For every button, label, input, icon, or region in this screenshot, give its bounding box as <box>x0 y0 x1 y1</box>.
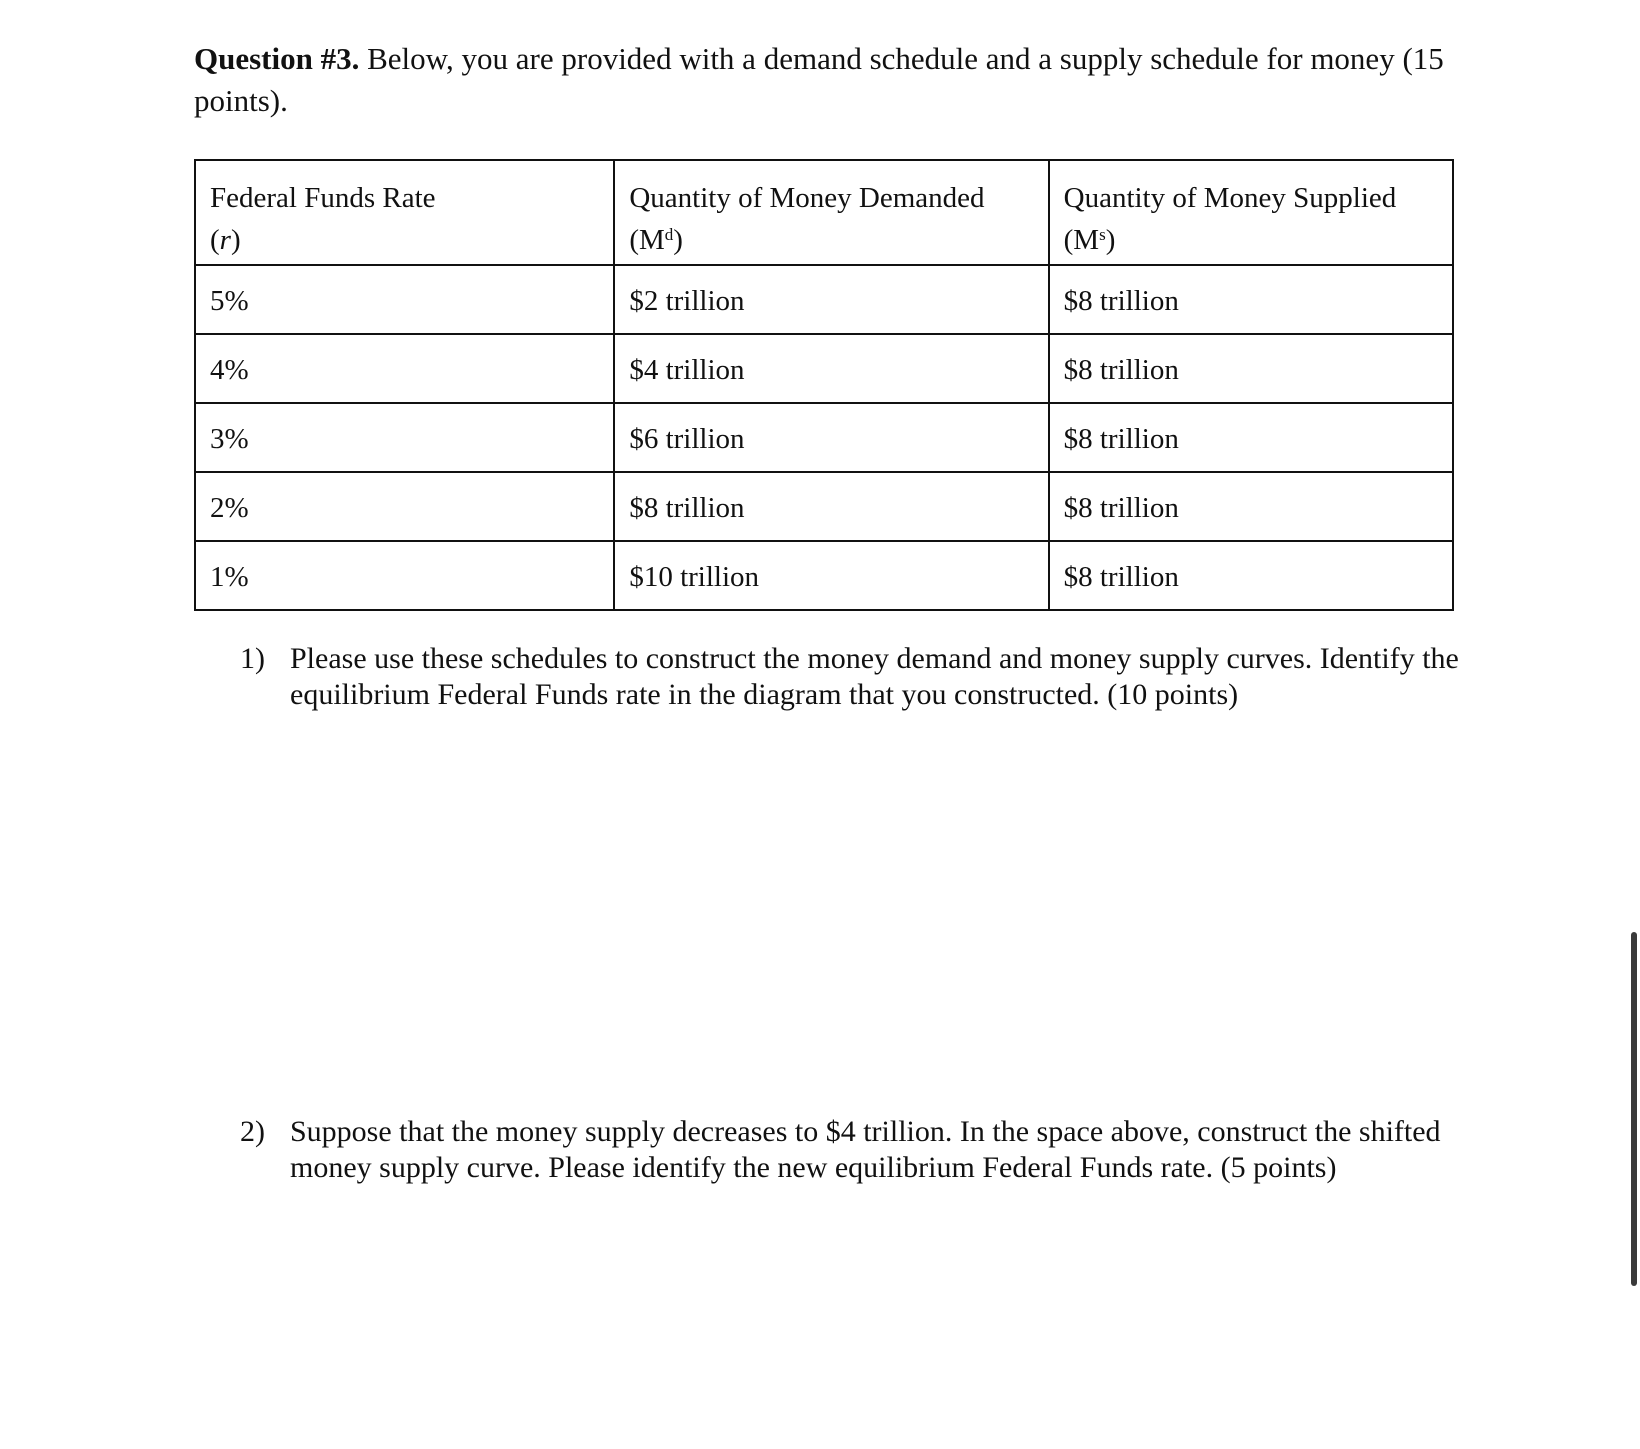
table-row <box>195 265 1453 334</box>
supply-symbol: M <box>1073 224 1100 256</box>
rate-cell: 1% <box>195 541 614 610</box>
question-heading <box>194 38 1444 122</box>
demand-symbol: M <box>639 224 665 256</box>
list-item-text: Suppose that the money supply decreases to $4 trillion. In the space above, construct the shifted money supply curve. Please identify the new equilibrium Federal Funds rate. (5 points) <box>290 1115 1441 1184</box>
supply-superscript: s <box>1099 225 1106 244</box>
table-row <box>195 541 1453 610</box>
money-schedule-table <box>194 159 1454 611</box>
rate-cell: 5% <box>195 265 614 334</box>
vertical-scrollbar-thumb[interactable] <box>1631 932 1637 1286</box>
rate-cell: 4% <box>195 334 614 403</box>
list-item-number: 2) <box>240 1115 265 1148</box>
header-line: Quantity of Money Supplied <box>1063 182 1397 214</box>
header-symbol-line: $(M^s)$ <box>1063 224 1116 256</box>
supplied-cell: $8 trillion <box>1049 334 1453 403</box>
rate-symbol: r <box>219 224 231 256</box>
supplied-cell: $8 trillion <box>1049 472 1453 541</box>
list-item-2 <box>240 1114 1460 1186</box>
header-line: Federal Funds Rate <box>210 182 436 214</box>
demanded-cell: $2 trillion <box>614 265 1048 334</box>
question-text: Below, you are provided with a demand schedule and a supply schedule for money (15 points). <box>194 41 1444 118</box>
supplied-cell: $8 trillion <box>1049 403 1453 472</box>
supplied-cell: $8 trillion <box>1049 541 1453 610</box>
header-federal-funds-rate <box>195 160 614 265</box>
header-quantity-supplied <box>1049 160 1453 265</box>
supplied-cell: $8 trillion <box>1049 265 1453 334</box>
rate-cell: 2% <box>195 472 614 541</box>
header-line: Quantity of Money Demanded <box>629 182 985 214</box>
list-item-1 <box>240 641 1460 713</box>
table-row <box>195 334 1453 403</box>
demanded-cell: $6 trillion <box>614 403 1048 472</box>
table-row <box>195 472 1453 541</box>
list-item-text: Please use these schedules to construct the money demand and money supply curves. Identify the equilibrium Federal Funds rate in the diagram that you constructed. (10 points) <box>290 642 1459 711</box>
demanded-cell: $4 trillion <box>614 334 1048 403</box>
header-symbol-line: (r) <box>210 224 241 256</box>
table-header-row <box>195 160 1453 265</box>
header-symbol-line: $(M^d)$ <box>629 224 683 256</box>
list-item-number: 1) <box>240 642 265 675</box>
rate-cell: 3% <box>195 403 614 472</box>
demanded-cell: $8 trillion <box>614 472 1048 541</box>
table-row <box>195 403 1453 472</box>
demanded-cell: $10 trillion <box>614 541 1048 610</box>
header-quantity-demanded <box>614 160 1048 265</box>
demand-superscript: d <box>664 225 674 244</box>
question-label: Question #3. <box>194 41 360 76</box>
